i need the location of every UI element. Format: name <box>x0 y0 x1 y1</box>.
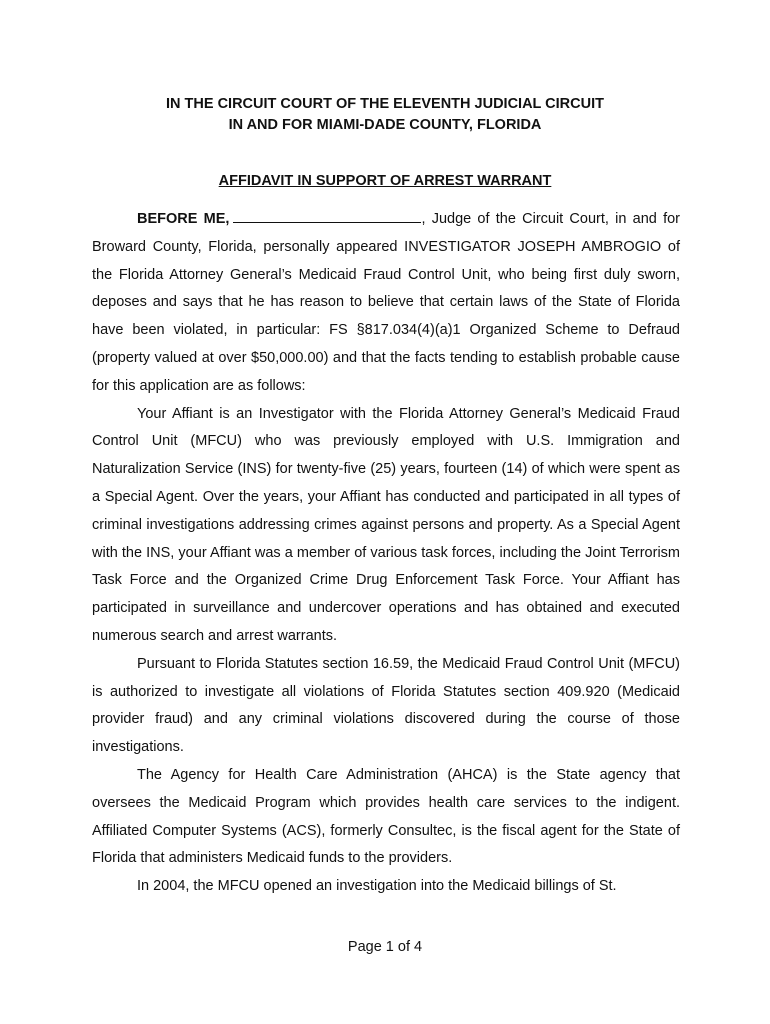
affidavit-body <box>92 206 680 901</box>
intro-paragraph <box>92 206 680 401</box>
paragraph-mfcu-authority: Pursuant to Florida Statutes section 16.59, the Medicaid Fraud Control Unit (MFCU) is authorized to investigate all violations of Florida Statutes section 409.920 (Medicaid provider fraud) and any criminal violations discovered during the course of those investigations. <box>92 655 680 756</box>
paragraph-affiant-background: Your Affiant is an Investigator with the Florida Attorney General’s Medicaid Fraud Control Unit (MFCU) who was previously employed with U.S. Immigration and Naturalization Service (INS) for twenty-five (25) years, fourteen (14) of which were spent as a Special Agent. Over the years, your Affiant has conducted and participated in all types of criminal investigations addressing crimes against persons and property. As a Special Agent with the INS, your Affiant was a member of various task forces, including the Joint Terrorism Task Force and the Organized Crime Drug Enforcement Task Force. Your Affiant has participated in surveillance and undercover operations and has obtained and executed numerous search and arrest warrants. <box>92 405 680 644</box>
court-header-line-2: IN AND FOR MIAMI-DADE COUNTY, FLORIDA <box>228 117 542 133</box>
court-header <box>0 94 770 136</box>
judge-name-blank-line <box>233 208 421 223</box>
paragraph-ahca: The Agency for Health Care Administration (AHCA) is the State agency that oversees the Medicaid Program which provides health care services to the indigent. Affiliated Computer Systems (ACS), formerly Consultec, is the fiscal agent for the State of Florida that administers Medicaid funds to the providers. <box>92 766 680 867</box>
document-title: AFFIDAVIT IN SUPPORT OF ARREST WARRANT <box>218 173 552 189</box>
paragraph-investigation: In 2004, the MFCU opened an investigation into the Medicaid billings of St. <box>137 878 617 895</box>
court-header-line-1: IN THE CIRCUIT COURT OF THE ELEVENTH JUDICIAL CIRCUIT <box>166 96 604 112</box>
intro-text: , Judge of the Circuit Court, in and for Broward County, Florida, personally appeared INVESTIGATOR JOSEPH AMBROGIO of the Florida Attorney General’s Medicaid Fraud Control Unit, who being first duly sworn, deposes and says that he has reason to believe that certain laws of the State of Florida have been violated, in particular: FS §817.034(4)(a)1 Organized Scheme to Defraud (property valued at over $50,000.00) and that the facts tending to establish probable cause for this application are as follows: <box>92 211 680 394</box>
page-number: Page 1 of 4 <box>347 939 423 955</box>
intro-lead: BEFORE ME, <box>137 211 230 227</box>
